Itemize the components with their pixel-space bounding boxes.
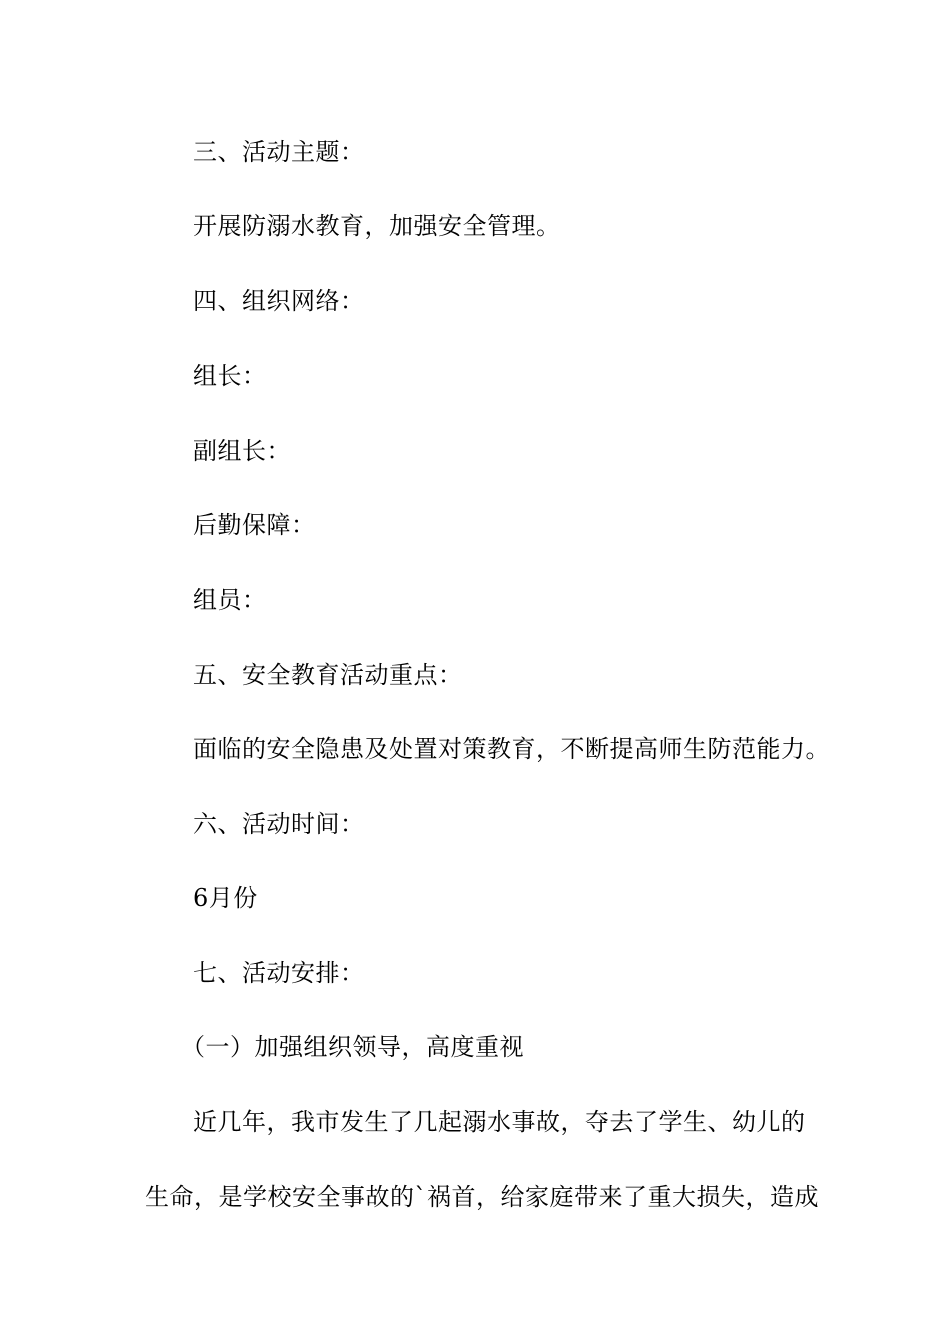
heading-activity-arrangement: 七、活动安排： [193, 959, 365, 987]
label-members: 组员： [193, 586, 267, 614]
heading-education-focus: 五、安全教育活动重点： [193, 661, 463, 689]
label-team-leader: 组长： [193, 362, 267, 390]
paragraph-activity-theme: 开展防溺水教育，加强安全管理。 [193, 212, 561, 240]
paragraph-activity-time: 6月份 [193, 884, 258, 912]
subheading-leadership: （一）加强组织领导，高度重视 [181, 1033, 524, 1061]
heading-activity-theme: 三、活动主题： [193, 138, 365, 166]
paragraph-education-focus: 面临的安全隐患及处置对策教育，不断提高师生防范能力。 [193, 735, 830, 763]
paragraph-body-line-1: 近几年，我市发生了几起溺水事故，夺去了学生、幼儿的 [193, 1108, 806, 1136]
label-logistics: 后勤保障： [193, 511, 316, 539]
label-deputy-leader: 副组长： [193, 437, 291, 465]
heading-activity-time: 六、活动时间： [193, 810, 365, 838]
heading-organization: 四、组织网络： [193, 287, 365, 315]
paragraph-body-line-2: 生命，是学校安全事故的`祸首，给家庭带来了重大损失，造成 [145, 1183, 819, 1211]
